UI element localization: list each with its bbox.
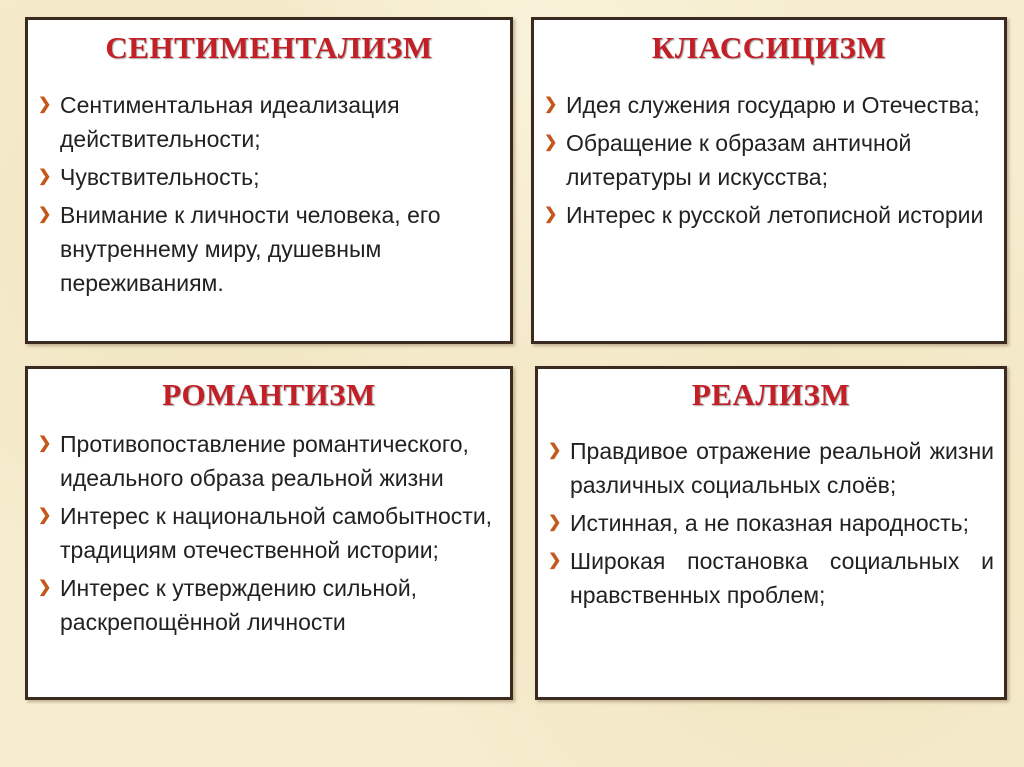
list-item [544,126,994,194]
item-text: Противопоставление романтического, идеального образа реальной жизни [60,431,469,491]
item-text: Чувствительность; [60,164,260,190]
panel-title: РЕАЛИЗМ [691,377,851,412]
arrow-bullet-icon: ❯ [544,206,558,223]
item-list [38,427,496,643]
panel-classicism [531,17,1007,344]
arrow-bullet-icon: ❯ [544,134,558,151]
item-text: Правдивое отражение реальной жизни различных социальных слоёв; [570,438,994,498]
list-item [548,544,994,612]
item-text: Внимание к личности человека, его внутреннему миру, душевным переживаниям. [60,202,441,296]
item-text: Интерес к русской летописной истории [566,202,984,228]
arrow-bullet-icon: ❯ [38,206,52,223]
list-item [548,506,994,540]
item-text: Истинная, а не показная народность; [570,510,970,536]
arrow-bullet-icon: ❯ [548,442,562,459]
panel-romanticism [25,366,513,700]
item-text: Интерес к национальной самобытности, традициям отечественной истории; [60,503,493,563]
arrow-bullet-icon: ❯ [548,552,562,569]
arrow-bullet-icon: ❯ [544,96,558,113]
list-item [38,571,496,639]
panel-title: КЛАССИЦИЗМ [651,30,887,65]
arrow-bullet-icon: ❯ [38,507,52,524]
panel-title: СЕНТИМЕНТАЛИЗМ [105,30,433,65]
list-item [544,198,994,232]
list-item [38,160,496,194]
arrow-bullet-icon: ❯ [38,579,52,596]
arrow-bullet-icon: ❯ [38,435,52,452]
panel-sentimentalism [25,17,513,344]
list-item [38,499,496,567]
item-list [544,88,994,236]
item-list [548,434,994,616]
item-text: Сентиментальная идеализация действительности; [60,92,400,152]
arrow-bullet-icon: ❯ [38,168,52,185]
item-text: Интерес к утверждению сильной, раскрепощённой личности [60,575,418,635]
item-list [38,88,496,304]
item-text: Обращение к образам античной литературы и искусства; [566,130,912,190]
list-item [38,427,496,495]
item-text: Широкая постановка социальных и нравственных проблем; [570,548,994,608]
arrow-bullet-icon: ❯ [38,96,52,113]
list-item [38,198,496,300]
list-item [548,434,994,502]
panel-realism [535,366,1007,700]
arrow-bullet-icon: ❯ [548,514,562,531]
item-text: Идея служения государю и Отечества; [566,92,980,118]
list-item [544,88,994,122]
panel-title: РОМАНТИЗМ [162,377,376,412]
list-item [38,88,496,156]
